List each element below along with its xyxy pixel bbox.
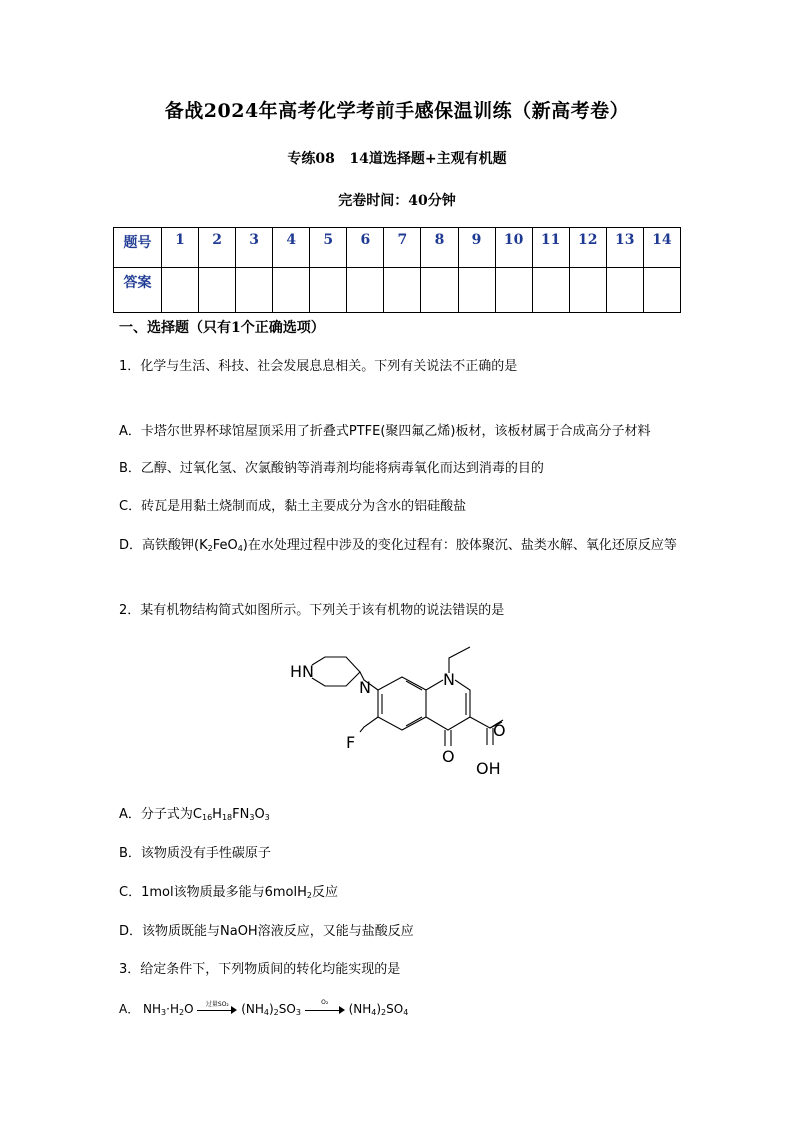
question-number-cell: 9: [458, 228, 495, 268]
document-title: 备战2024年高考化学考前手感保温训练（新高考卷）: [164, 100, 630, 122]
answer-cell[interactable]: [532, 268, 569, 313]
q3-formula: (NH: [348, 1002, 372, 1016]
q3-sub: 3: [161, 1008, 167, 1017]
q3-formula: SO: [386, 1002, 404, 1016]
answer-cell[interactable]: [421, 268, 458, 313]
atom-label: OH: [476, 759, 501, 778]
q1-option-b: B．乙醇、过氧化氢、次氯酸钠等消毒剂均能将病毒氧化而达到消毒的目的: [119, 461, 544, 476]
question-number-cell: 4: [273, 228, 310, 268]
atom-label: O: [442, 747, 455, 766]
q1-d-sub: 4: [237, 544, 243, 553]
q3-formula: NH: [143, 1002, 162, 1016]
reaction-arrow-icon: [197, 1000, 237, 1015]
q3-sub: 4: [263, 1008, 269, 1017]
answer-cell[interactable]: [458, 268, 495, 313]
answer-table-answer-row: [114, 268, 681, 313]
question-number-cell: 13: [606, 228, 643, 268]
q2-stem: 2．某有机物结构简式如图所示。下列关于该有机物的说法错误的是: [119, 603, 505, 618]
atom-label: O: [493, 721, 506, 740]
q1-d-sub: 2: [207, 544, 213, 553]
q3-sub: 2: [178, 1008, 185, 1017]
answer-table-header-row: [114, 228, 681, 268]
q1-stem: 1．化学与生活、科技、社会发展息息相关。下列有关说法不正确的是: [119, 359, 518, 374]
q3-sub: 4: [371, 1008, 377, 1017]
arrow-label: 过量SO₂: [205, 1000, 229, 1008]
q2-option-d: D．该物质既能与NaOH溶液反应，又能与盐酸反应: [119, 924, 414, 939]
atom-label: N: [359, 678, 371, 697]
question-number-cell: 6: [347, 228, 384, 268]
question-number-cell: 10: [495, 228, 532, 268]
q3-formula: ): [268, 1002, 274, 1016]
answer-cell[interactable]: [384, 268, 421, 313]
question-number-cell: 8: [421, 228, 458, 268]
bonds: [312, 647, 503, 746]
q2-option-c: [119, 880, 679, 909]
q2-a-text: O: [254, 807, 265, 822]
atom-label: F: [346, 733, 356, 752]
q2-c-text: 反应: [311, 885, 338, 900]
answer-cell[interactable]: [643, 268, 680, 313]
q3-option-a: [119, 1000, 408, 1017]
q2-option-a: [119, 802, 679, 831]
q3-formula: (NH: [241, 1002, 264, 1016]
molecule-structure: [280, 640, 520, 790]
answer-table-answer-label: 答案: [114, 268, 162, 313]
answer-table-header-label: 题号: [114, 228, 162, 268]
question-number-cell: 14: [643, 228, 680, 268]
q1-option-a: A．卡塔尔世界杯球馆屋顶采用了折叠式PTFE(聚四氟乙烯)板材，该板材属于合成高分子材料: [119, 424, 651, 439]
q1-d-text: FeO: [212, 538, 238, 553]
q2-a-text: H: [212, 807, 222, 822]
q2-a-sub: 3: [264, 813, 270, 822]
question-number-cell: 3: [236, 228, 273, 268]
q3-formula: SO: [278, 1002, 296, 1016]
q3-sub: 2: [273, 1008, 279, 1017]
q3-sub: 4: [403, 1008, 409, 1017]
q2-a-text: A．分子式为C: [119, 807, 202, 822]
q1-option-d: [119, 533, 679, 562]
section-title: 一、选择题（只有1个正确选项）: [119, 320, 325, 336]
answer-cell[interactable]: [569, 268, 606, 313]
q2-a-sub: 16: [201, 813, 213, 822]
q3-sub: 2: [381, 1008, 387, 1017]
reaction-arrow-icon: [305, 998, 345, 1015]
q3-a-label: A．: [119, 1002, 140, 1016]
q1-option-c: C．砖瓦是用黏土烧制而成，黏土主要成分为含水的铝硅酸盐: [119, 499, 467, 514]
answer-cell[interactable]: [347, 268, 384, 313]
document-subtitle: 专练08 14道选择题+主观有机题: [287, 151, 507, 167]
arrow-label: O₂: [321, 998, 329, 1006]
answer-cell[interactable]: [273, 268, 310, 313]
question-number-cell: 1: [162, 228, 199, 268]
q1-d-text: D．高铁酸钾(K: [119, 538, 208, 553]
answer-cell[interactable]: [310, 268, 347, 313]
atom-label: N: [443, 670, 455, 689]
answer-cell[interactable]: [606, 268, 643, 313]
answer-cell[interactable]: [495, 268, 532, 313]
q3-formula: ·H: [166, 1002, 179, 1016]
q3-formula: O: [184, 1002, 194, 1016]
q2-a-text: FN: [232, 807, 250, 822]
q2-a-sub: 3: [249, 813, 255, 822]
q2-c-text: H: [297, 885, 307, 900]
answer-cell[interactable]: [236, 268, 273, 313]
question-number-cell: 2: [199, 228, 236, 268]
question-number-cell: 7: [384, 228, 421, 268]
answer-cell[interactable]: [162, 268, 199, 313]
answer-table: [113, 227, 681, 313]
question-number-cell: 12: [569, 228, 606, 268]
q1-d-text: )在水处理过程中涉及的变化过程有：胶体聚沉、盐类水解、氧化还原反应等: [242, 538, 677, 553]
q2-c-text: C．1mol该物质最多能与6mol: [119, 885, 298, 900]
q2-option-b: B．该物质没有手性碳原子: [119, 846, 271, 861]
time-limit: 完卷时间：40分钟: [338, 193, 456, 209]
question-number-cell: 5: [310, 228, 347, 268]
q3-stem: 3．给定条件下，下列物质间的转化均能实现的是: [119, 962, 401, 977]
q3-formula: ): [376, 1002, 382, 1016]
answer-cell[interactable]: [199, 268, 236, 313]
q3-sub: 3: [295, 1008, 301, 1017]
q2-a-sub: 18: [221, 813, 233, 822]
question-number-cell: 11: [532, 228, 569, 268]
q2-c-sub: 2: [306, 891, 312, 900]
atom-label: HN: [290, 662, 314, 681]
